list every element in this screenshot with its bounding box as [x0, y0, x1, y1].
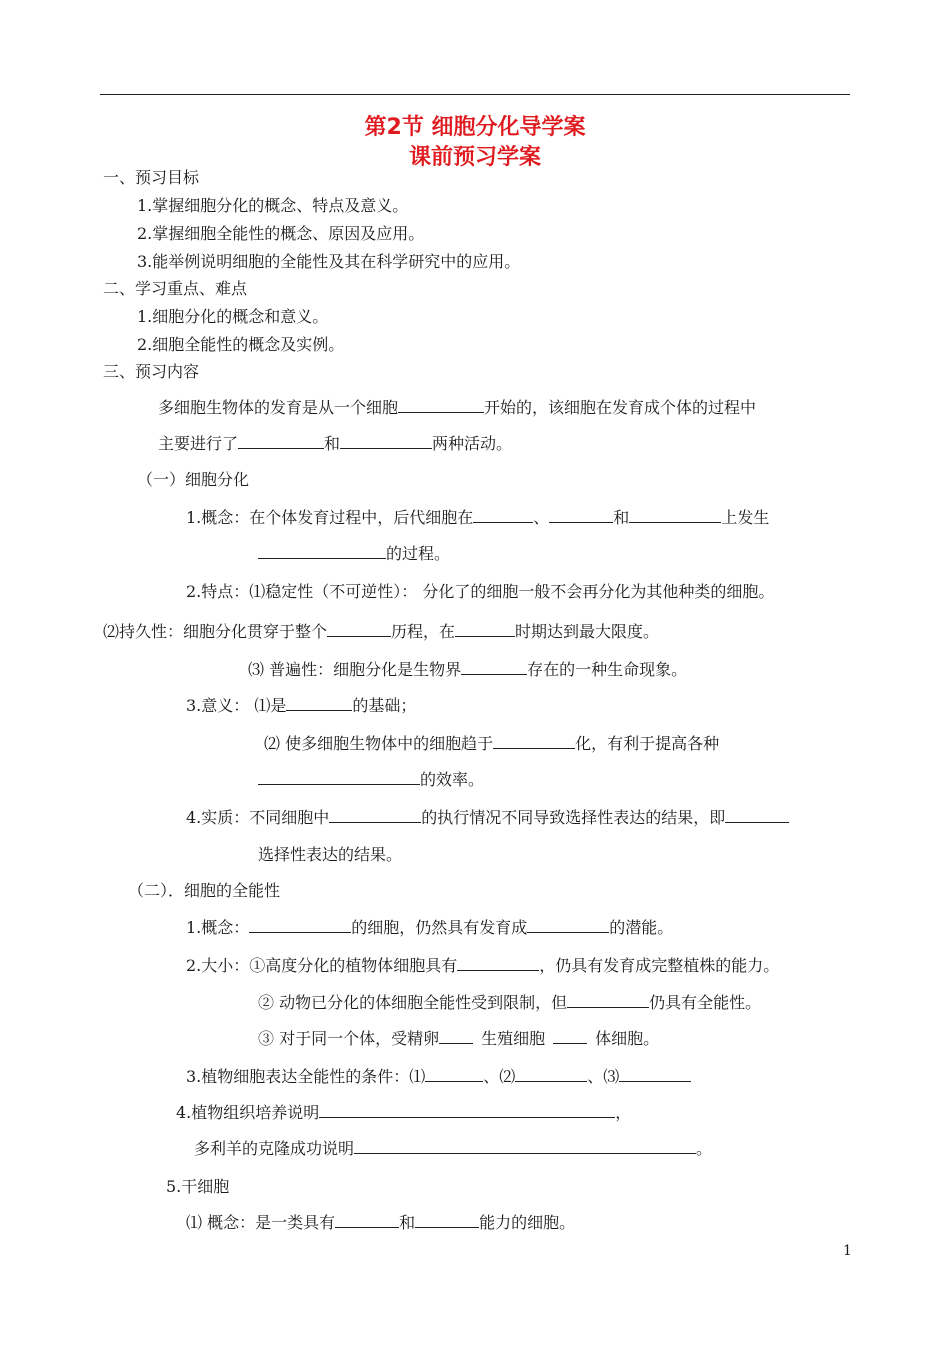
blank-line[interactable]: [249, 918, 351, 933]
dolly-clone-line: 多利羊的克隆成功说明 。: [194, 1139, 713, 1158]
blank-line[interactable]: [258, 544, 386, 559]
blank-line[interactable]: [439, 1029, 473, 1044]
objective-item: 3.能举例说明细胞的全能性及其在科学研究中的应用。: [137, 252, 521, 271]
intro-line-1: 多细胞生物体的发育是从一个细胞 开始的，该细胞在发育成个体的过程中: [158, 398, 757, 417]
blank-line[interactable]: [527, 918, 609, 933]
totipotency-size-3: ③ 对于同一个体，受精卵 生殖细胞 体细胞。: [258, 1029, 660, 1048]
blank-line[interactable]: [457, 956, 539, 971]
part-1-heading: （一）细胞分化: [137, 470, 250, 489]
blank-line[interactable]: [515, 1067, 587, 1082]
blank-line[interactable]: [238, 434, 324, 449]
blank-line[interactable]: [567, 993, 649, 1008]
blank-line[interactable]: [258, 770, 420, 785]
blank-line[interactable]: [286, 696, 352, 711]
page-number: 1: [843, 1243, 852, 1259]
blank-line[interactable]: [415, 1213, 479, 1228]
blank-line[interactable]: [553, 1029, 587, 1044]
blank-line[interactable]: [629, 508, 721, 523]
header-rule: [100, 94, 850, 95]
totipotency-size-1: 2.大小：①高度分化的植物体细胞具有 ，仍具有发育成完整植株的能力。: [186, 956, 780, 975]
feature-universality: ⑶ 普遍性：细胞分化是生物界 存在的一种生命现象。: [248, 660, 688, 679]
keypoint-item: 2.细胞全能性的概念及实例。: [137, 335, 345, 354]
section-1-heading: 一、预习目标: [103, 168, 200, 187]
blank-line[interactable]: [461, 660, 527, 675]
blank-line[interactable]: [327, 622, 391, 637]
doc-subtitle: 课前预习学案: [408, 145, 541, 170]
meaning-line-3: 的效率。: [258, 770, 484, 790]
blank-line[interactable]: [335, 1213, 399, 1228]
tissue-culture-line: 4.植物组织培养说明 ，: [176, 1103, 632, 1122]
feature-stability: 2.特点：⑴稳定性（不可逆性）： 分化了的细胞一般不会再分化为其他种类的细胞。: [186, 582, 775, 601]
essence-line-2: 选择性表达的结果。: [258, 845, 403, 864]
stem-cell-heading: 5.干细胞: [166, 1177, 230, 1196]
keypoint-item: 1.细胞分化的概念和意义。: [137, 307, 329, 326]
doc-title: 第2节 细胞分化导学案: [364, 115, 586, 140]
blank-line[interactable]: [329, 808, 421, 823]
differentiation-concept: 1.概念：在个体发育过程中，后代细胞在 、 和 上发生: [186, 508, 770, 527]
blank-line[interactable]: [455, 622, 515, 637]
blank-line[interactable]: [493, 734, 575, 749]
section-3-heading: 三、预习内容: [103, 362, 200, 381]
objective-item: 1.掌握细胞分化的概念、特点及意义。: [137, 196, 409, 215]
blank-line[interactable]: [425, 1067, 483, 1082]
totipotency-conditions: 3.植物细胞表达全能性的条件：⑴ 、⑵ 、⑶: [186, 1067, 691, 1087]
blank-line[interactable]: [354, 1139, 696, 1154]
section-2-heading: 二、学习重点、难点: [103, 279, 248, 298]
meaning-line-1: 3.意义： ⑴是 的基础；: [186, 696, 417, 715]
intro-line-2: 主要进行了 和 两种活动。: [158, 434, 513, 453]
blank-line[interactable]: [398, 398, 484, 413]
blank-line[interactable]: [340, 434, 432, 449]
essence-line-1: 4.实质：不同细胞中 的执行情况不同导致选择性表达的结果，即: [186, 808, 789, 828]
totipotency-size-2: ② 动物已分化的体细胞全能性受到限制，但 仍具有全能性。: [258, 993, 762, 1012]
objective-item: 2.掌握细胞全能性的概念、原因及应用。: [137, 224, 425, 243]
blank-line[interactable]: [725, 808, 789, 823]
meaning-line-2: ⑵ 使多细胞生物体中的细胞趋于 化，有利于提高各种: [264, 734, 720, 753]
blank-line[interactable]: [619, 1067, 691, 1082]
part-2-heading: （二）．细胞的全能性: [128, 881, 281, 900]
blank-line[interactable]: [319, 1103, 615, 1118]
differentiation-concept-cont: 的过程。: [258, 544, 450, 564]
feature-persistence: ⑵持久性：细胞分化贯穿于整个 历程，在 时期达到最大限度。: [103, 622, 660, 641]
blank-line[interactable]: [549, 508, 613, 523]
blank-line[interactable]: [473, 508, 533, 523]
stem-cell-concept: ⑴ 概念：是一类具有 和 能力的细胞。: [186, 1213, 576, 1232]
totipotency-concept: 1.概念： 的细胞，仍然具有发育成 的潜能。: [186, 918, 674, 937]
